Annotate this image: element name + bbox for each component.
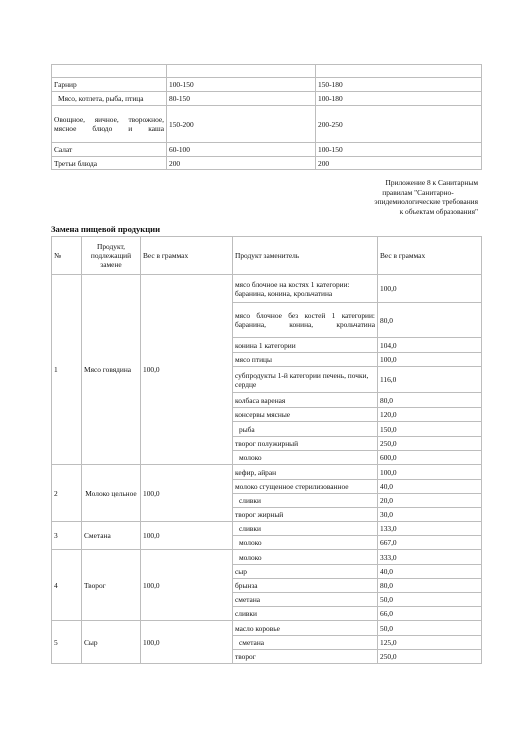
- group-weight: 100,0: [141, 550, 233, 621]
- substitute-name: кефир, айран: [233, 465, 378, 480]
- substitute-weight: 120,0: [378, 408, 482, 422]
- substitute-name: брынза: [233, 579, 378, 593]
- group-num: 3: [52, 522, 82, 550]
- substitute-name: рыба: [233, 422, 378, 437]
- group-num: 5: [52, 621, 82, 664]
- substitute-weight: 333,0: [378, 550, 482, 565]
- group-weight: 100,0: [141, 275, 233, 465]
- substitute-weight: 104,0: [378, 338, 482, 353]
- portion-b: 100-180: [316, 92, 482, 106]
- portion-name: Третьи блюда: [52, 157, 167, 170]
- substitute-weight: 100,0: [378, 353, 482, 367]
- appendix-line: к объектам образования": [399, 206, 478, 216]
- substitute-weight: 66,0: [378, 607, 482, 621]
- portion-a: 60-100: [167, 143, 316, 157]
- substitute-weight: 20,0: [378, 494, 482, 508]
- substitute-weight: 30,0: [378, 508, 482, 522]
- substitute-name: молоко сгущенное стерилизованное: [233, 480, 378, 494]
- substitute-weight: 667,0: [378, 536, 482, 550]
- substitute-weight: 116,0: [378, 367, 482, 393]
- portion-name: [52, 65, 167, 78]
- substitute-name: субпродукты 1-й категории печень, почки, сердце: [233, 367, 378, 393]
- substitute-weight: 250,0: [378, 650, 482, 664]
- group-product: Сметана: [82, 522, 141, 550]
- portion-b: 100-150: [316, 143, 482, 157]
- appendix-note: [318, 178, 478, 216]
- portion-b: 150-180: [316, 78, 482, 92]
- substitute-name: молоко: [233, 536, 378, 550]
- portion-name: Мясо, котлета, рыба, птица: [52, 92, 167, 106]
- appendix-line: правилам "Санитарно-: [382, 187, 454, 197]
- substitute-weight: 250,0: [378, 437, 482, 451]
- portion-name: Овощное, яичное, творожное, мясное блюдо и каша: [52, 106, 167, 143]
- header-num: №: [52, 237, 82, 275]
- table-row: [52, 143, 482, 157]
- header-sub-weight: Вес в граммах: [378, 237, 482, 275]
- substitute-name: сливки: [233, 522, 378, 536]
- portion-name: Гарнир: [52, 78, 167, 92]
- substitute-name: сыр: [233, 565, 378, 579]
- substitute-name: молоко: [233, 550, 378, 565]
- substitute-name: сливки: [233, 607, 378, 621]
- substitute-weight: 40,0: [378, 480, 482, 494]
- substitute-name: мясо птицы: [233, 353, 378, 367]
- table-row: [52, 78, 482, 92]
- table-row: [52, 465, 482, 480]
- substitute-weight: 100,0: [378, 275, 482, 303]
- table-row: [52, 92, 482, 106]
- section-heading: Замена пищевой продукции: [51, 224, 161, 234]
- appendix-line: эпидемиологические требования: [374, 197, 478, 207]
- group-product: Творог: [82, 550, 141, 621]
- substitute-weight: 80,0: [378, 393, 482, 408]
- substitute-weight: 50,0: [378, 621, 482, 636]
- portion-a: 200: [167, 157, 316, 170]
- portion-a: [167, 65, 316, 78]
- table-row: [52, 621, 482, 636]
- substitute-weight: 50,0: [378, 593, 482, 607]
- header-weight: Вес в граммах: [141, 237, 233, 275]
- table-row: [52, 522, 482, 536]
- substitute-name: сметана: [233, 593, 378, 607]
- table-header-row: [52, 237, 482, 275]
- header-substitute: Продукт заменитель: [233, 237, 378, 275]
- table-row: [52, 275, 482, 303]
- portion-name: Салат: [52, 143, 167, 157]
- substitute-name: творог жирный: [233, 508, 378, 522]
- substitute-weight: 150,0: [378, 422, 482, 437]
- portion-a: 100-150: [167, 78, 316, 92]
- substitute-weight: 600,0: [378, 451, 482, 465]
- substitute-name: сметана: [233, 636, 378, 650]
- group-weight: 100,0: [141, 522, 233, 550]
- group-product: Молоко цельное: [82, 465, 141, 522]
- group-num: 1: [52, 275, 82, 465]
- appendix-line: Приложение 8 к Санитарным: [385, 178, 478, 187]
- group-product: Сыр: [82, 621, 141, 664]
- substitute-name: творог: [233, 650, 378, 664]
- substitute-weight: 100,0: [378, 465, 482, 480]
- substitute-weight: 133,0: [378, 522, 482, 536]
- portion-a: 80-150: [167, 92, 316, 106]
- substitute-weight: 40,0: [378, 565, 482, 579]
- portion-b: 200: [316, 157, 482, 170]
- group-num: 2: [52, 465, 82, 522]
- substitute-name: консервы мясные: [233, 408, 378, 422]
- table-row: [52, 157, 482, 170]
- group-weight: 100,0: [141, 465, 233, 522]
- substitute-weight: 80,0: [378, 579, 482, 593]
- portion-table: [51, 64, 482, 170]
- substitute-name: мясо блочное без костей 1 категории: баранина, конина, крольчатина: [233, 303, 378, 338]
- group-product: Мясо говядина: [82, 275, 141, 465]
- substitute-weight: 125,0: [378, 636, 482, 650]
- substitute-name: колбаса вареная: [233, 393, 378, 408]
- substitute-name: молоко: [233, 451, 378, 465]
- portion-a: 150-200: [167, 106, 316, 143]
- substitute-name: конина 1 категории: [233, 338, 378, 353]
- portion-b: 200-250: [316, 106, 482, 143]
- table-row: [52, 550, 482, 565]
- substitution-table: [51, 236, 482, 664]
- substitute-weight: 80,0: [378, 303, 482, 338]
- portion-b: [316, 65, 482, 78]
- table-row: [52, 106, 482, 143]
- table-row: [52, 65, 482, 78]
- substitute-name: сливки: [233, 494, 378, 508]
- group-weight: 100,0: [141, 621, 233, 664]
- substitute-name: творог полужирный: [233, 437, 378, 451]
- substitute-name: мясо блочное на костях 1 категории: баранина, конина, крольчатина: [233, 275, 378, 303]
- substitute-name: масло коровье: [233, 621, 378, 636]
- header-product: Продукт, подлежащий замене: [82, 237, 141, 275]
- group-num: 4: [52, 550, 82, 621]
